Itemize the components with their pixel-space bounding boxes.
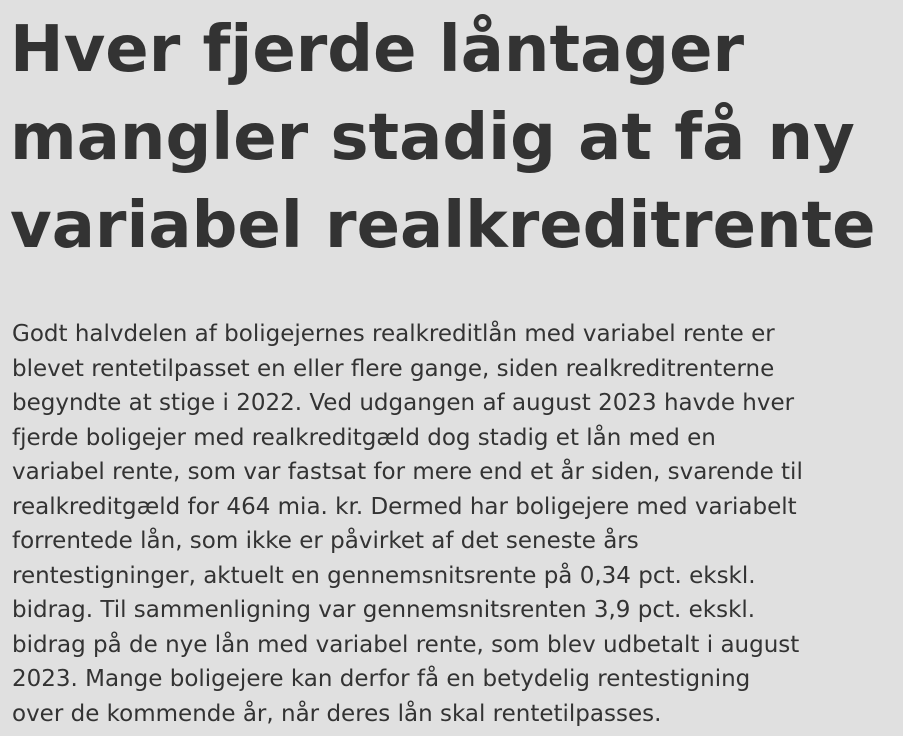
body-line: fjerde boligejer med realkreditgæld dog stadig et lån med en xyxy=(12,424,716,451)
body-line: variabel rente, som var fastsat for mere end et år siden, svarende til xyxy=(12,459,803,485)
headline-line: variabel realkreditrente xyxy=(10,189,876,263)
headline-line: Hver fjerde låntager xyxy=(10,13,745,87)
body-line: forrentede lån, som ikke er påvirket af det seneste års xyxy=(12,528,639,554)
headline xyxy=(10,6,900,270)
body-line: Godt halvdelen af boligejernes realkreditlån med variabel rente er xyxy=(12,321,775,347)
body-line: bidrag på de nye lån med variabel rente, som blev udbetalt i august xyxy=(12,631,800,658)
body-line: begyndte at stige i 2022. Ved udgangen af august 2023 havde hver xyxy=(12,390,795,416)
body-line: over de kommende år, når deres lån skal rentetilpasses. xyxy=(12,700,662,727)
body-line: realkreditgæld for 464 mia. kr. Dermed har boligejere med variabelt xyxy=(12,493,797,520)
body-line: blevet rentetilpasset en eller flere gange, siden realkreditrenterne xyxy=(12,355,775,382)
body-paragraph xyxy=(12,317,902,731)
body-line: rentestigninger, aktuelt en gennemsnitsrente på 0,34 pct. ekskl. xyxy=(12,562,756,589)
body-line: bidrag. Til sammenligning var gennemsnitsrenten 3,9 pct. ekskl. xyxy=(12,597,756,623)
body-line: 2023. Mange boligejere kan derfor få en betydelig rentestigning xyxy=(12,666,751,692)
headline-line: mangler stadig at få ny xyxy=(10,101,855,175)
